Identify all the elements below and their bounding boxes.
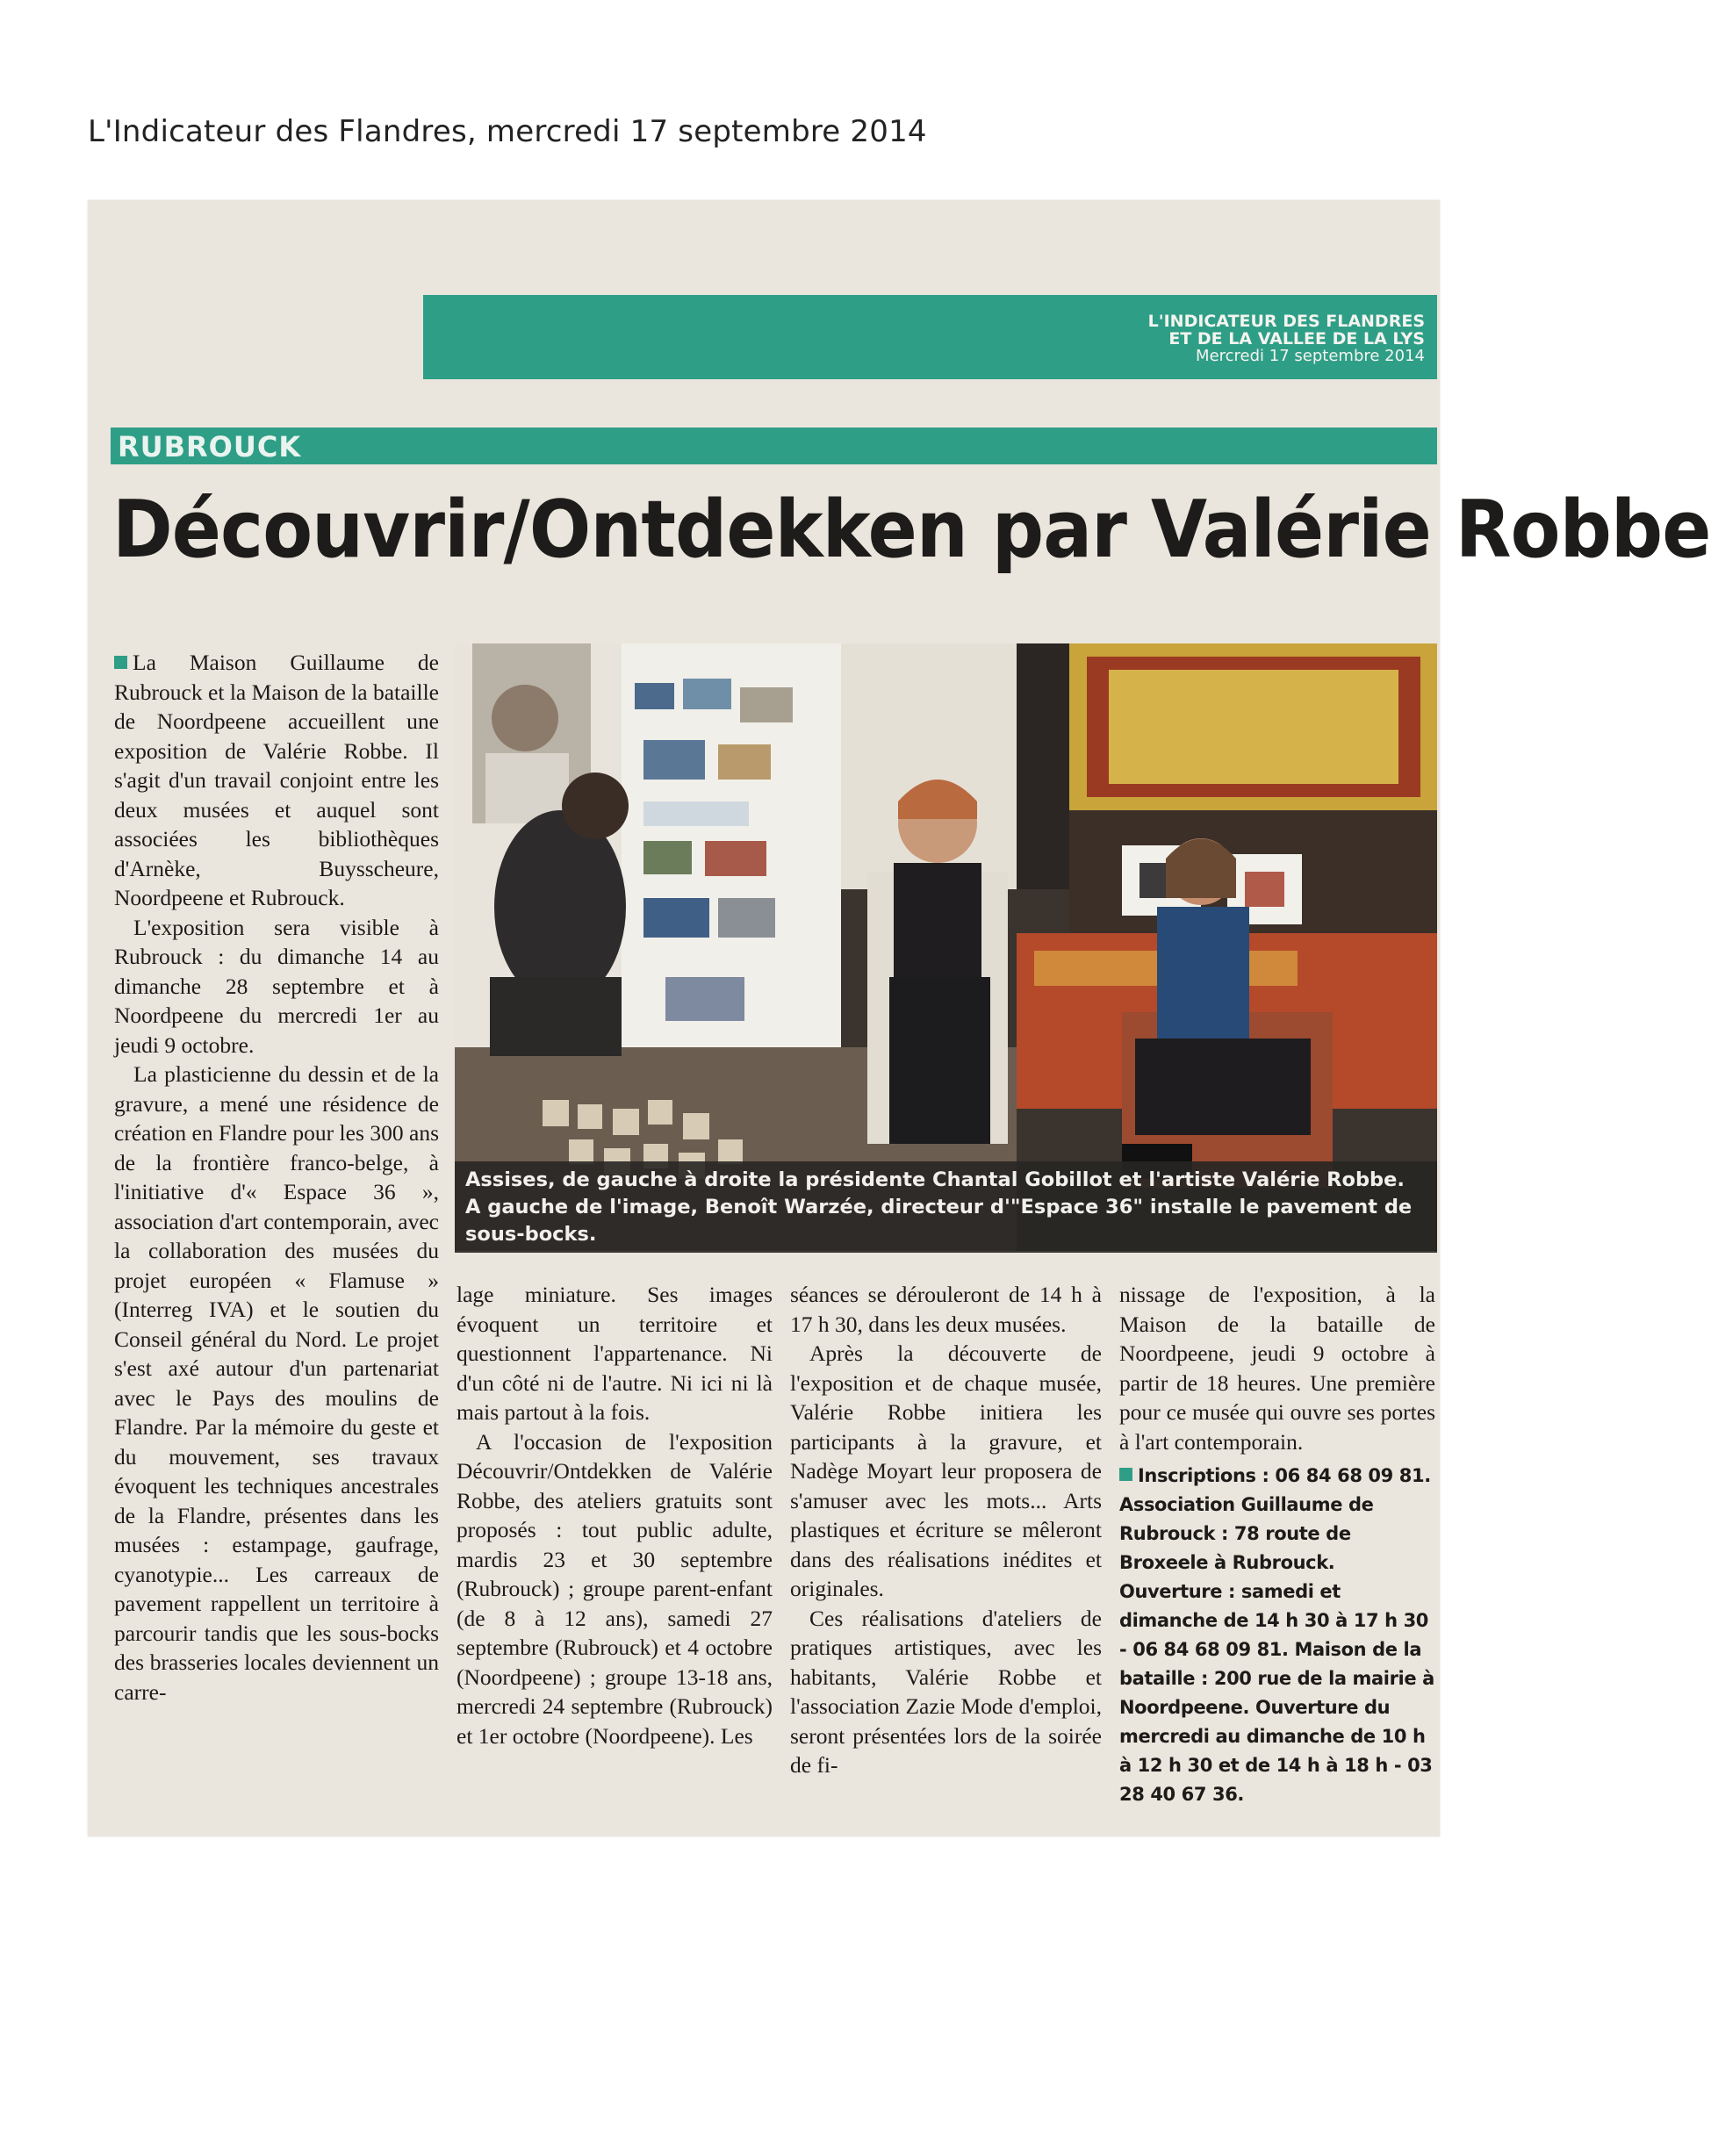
section-label: RUBROUCK [118, 430, 302, 464]
paragraph-5: A l'occasion de l'exposition Découvrir/Ontdekken de Valérie Robbe, des ateliers gratuits sont proposés : tout public adulte, mardis 23 et 30 septembre (Rubrouck) ; groupe parent-enfant (de 8 à 12 ans), samedi 27 septembre (Rubrouck) et 4 octobre (Noordpeene) ; groupe 13-18 ans, mercredi 24 septembre (Rubrouck) et 1er octobre (Noordpeene). Les [457, 1428, 773, 1749]
paragraph-9: nissage de l'exposition, à la Maison de la bataille de Noordpeene, jeudi 9 octobre à partir de 18 heures. Une première pour ce musée qui ouvre ses portes à l'art contemporain. [1119, 1282, 1435, 1455]
masthead-title: L'INDICATEUR DES FLANDRES [1147, 312, 1425, 331]
newspaper-clipping [88, 200, 1711, 1836]
practical-info-text: Inscriptions : 06 84 68 09 81. Association Guillaume de Rubrouck : 78 route de Broxeele à Rubrouck. Ouverture : samedi et dimanche de 14 h 30 à 17 h 30 - 06 84 68 09 81. Maison de la bataille : 200 rue de la mairie à Noordpeene. Ouverture du mercredi au dimanche de 10 h à 12 h 30 et de 14 h à 18 h - 03 28 40 67 36. [1119, 1465, 1434, 1805]
masthead-band [423, 295, 1437, 379]
page-caption: L'Indicateur des Flandres, mercredi 17 septembre 2014 [88, 114, 927, 149]
paragraph-4: lage miniature. Ses images évoquent un territoire et questionnent l'appartenance. Ni d'un côté ni de l'autre. Ni ici ni là mais partout à la fois. [457, 1282, 773, 1425]
paragraph-1: La Maison Guillaume de Rubrouck et la Maison de la bataille de Noordpeene accueillent une exposition de Valérie Robbe. Il s'agit d'un travail conjoint entre les deux musées et auquel sont associées les bibliothèques d'Arnèke, Buysscheure, Noordpeene et Rubrouck. [114, 650, 439, 910]
article-column-4 [1119, 1280, 1435, 1809]
lead-square-icon [114, 656, 127, 669]
masthead [1148, 313, 1425, 365]
masthead-date: Mercredi 17 septembre 2014 [1196, 347, 1425, 365]
practical-info [1119, 1462, 1435, 1809]
article-column-2 [457, 1280, 773, 1750]
paragraph-3: La plasticienne du dessin et de la gravure, a mené une résidence de création en Flandre pour les 300 ans de la frontière franco-belge, à l'initiative d'« Espace 36 », association d'art contemporain, avec la collaboration des musées du projet européen « Flamuse » (Interreg IVA) et le soutien du Conseil général du Nord. Le projet s'est axé autour d'un partenariat avec le Pays des moulins de Flandre. Par la mémoire du geste et du mouvement, ses travaux évoquent les techniques ancestrales de la Flandre, présentes dans les musées : estampage, gaufrage, cyanotypie... Les carreaux de pavement rappellent un territoire à parcourir tandis que les sous-bocks des brasseries locales deviennent un carre- [114, 1061, 439, 1705]
photo-caption: Assises, de gauche à droite la présidente Chantal Gobillot et l'artiste Valérie Robbe. A gauche de l'image, Benoît Warzée, directeur d'"Espace 36" installe le pavement de sous-bocks. [455, 1161, 1437, 1253]
paragraph-8: Ces réalisations d'ateliers de pratiques artistiques, avec les habitants, Valérie Robbe et l'association Zazie Mode d'emploi, seront présentées lors de la soirée de fi- [790, 1605, 1102, 1778]
paragraph-6: séances se dérouleront de 14 h à 17 h 30, dans les deux musées. [790, 1282, 1102, 1337]
info-square-icon [1119, 1468, 1132, 1481]
photo-scene [455, 643, 1437, 1251]
masthead-subtitle: ET DE LA VALLEE DE LA LYS [1168, 329, 1425, 349]
section-bar [111, 428, 1437, 464]
headline: Découvrir/Ontdekken par Valérie Robbe [112, 484, 1711, 576]
article-photo [455, 643, 1437, 1251]
paragraph-2: L'exposition sera visible à Rubrouck : du dimanche 14 au dimanche 28 septembre et à Noordpeene du mercredi 1er au jeudi 9 octobre. [114, 914, 439, 1058]
paragraph-7: Après la découverte de l'exposition et de chaque musée, Valérie Robbe initiera les participants à la gravure, et Nadège Moyart leur proposera de s'amuser avec les mots... Arts plastiques et écriture se mêleront dans des réalisations inédites et originales. [790, 1340, 1102, 1601]
article-column-1 [114, 648, 439, 1707]
article-column-3 [790, 1280, 1102, 1780]
